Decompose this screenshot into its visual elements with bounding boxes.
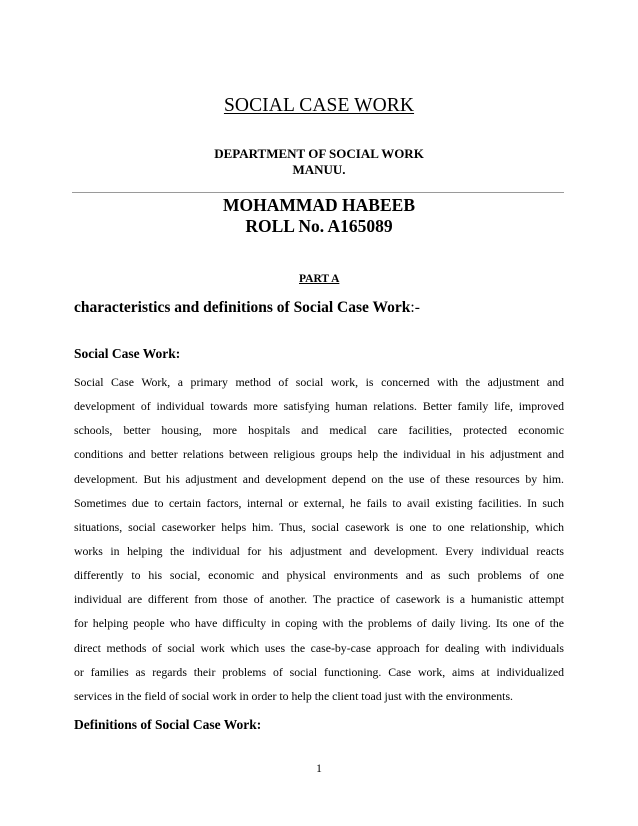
paragraph-line: development of individual towards more satisfying human relations. Better family life, improved bbox=[74, 399, 564, 414]
body-paragraph bbox=[74, 370, 564, 708]
paragraph-line: situations, social caseworker helps him. Thus, social casework is one to one relationship, which bbox=[74, 519, 564, 534]
section-heading bbox=[74, 298, 420, 318]
paragraph-line: works in helping the individual for his adjustment and development. Every individual reacts bbox=[74, 543, 564, 558]
section-heading-suffix: :- bbox=[410, 299, 420, 316]
paragraph-line: schools, better housing, more hospitals and medical care facilities, protected economic bbox=[74, 423, 564, 438]
paragraph-line: or families as regards their problems of social functioning. Case work, aims at individualized bbox=[74, 664, 564, 679]
header-divider bbox=[72, 192, 564, 193]
department-name: DEPARTMENT OF SOCIAL WORK bbox=[214, 146, 424, 161]
part-label: PART A bbox=[299, 273, 340, 285]
section-heading-text: characteristics and definitions of Social Case Work bbox=[74, 299, 411, 316]
university-name: MANUU. bbox=[292, 162, 346, 177]
subheading-definitions: Definitions of Social Case Work: bbox=[74, 717, 262, 732]
paragraph-line: direct methods of social work which uses the case-by-case approach for dealing with individuals bbox=[74, 640, 564, 655]
author-name: MOHAMMAD HABEEB bbox=[222, 195, 415, 215]
subheading-social-case-work: Social Case Work: bbox=[74, 346, 181, 361]
paragraph-line: conditions and better relations between religious groups help the individual in his adjustment and bbox=[74, 447, 564, 462]
paragraph-line: development. But his adjustment and development depend on the use of these resources by him. bbox=[74, 471, 564, 486]
roll-number: ROLL No. A165089 bbox=[245, 216, 393, 236]
document-title: SOCIAL CASE WORK bbox=[223, 95, 415, 116]
paragraph-line: Social Case Work, a primary method of social work, is concerned with the adjustment and bbox=[74, 375, 564, 389]
page-number: 1 bbox=[316, 763, 322, 775]
paragraph-line: differently to his social, economic and physical environments and as such problems of one bbox=[74, 568, 564, 583]
paragraph-line: individual are different from those of another. The practice of casework is a humanistic attempt bbox=[74, 592, 564, 607]
paragraph-line: Sometimes due to certain factors, internal or external, he fails to avail existing facilities. In such bbox=[74, 495, 564, 510]
paragraph-line: services in the field of social work in order to help the client toad just with the environments. bbox=[74, 688, 513, 703]
paragraph-line: for helping people who have difficulty in coping with the problems of daily living. Its one of the bbox=[74, 616, 564, 631]
